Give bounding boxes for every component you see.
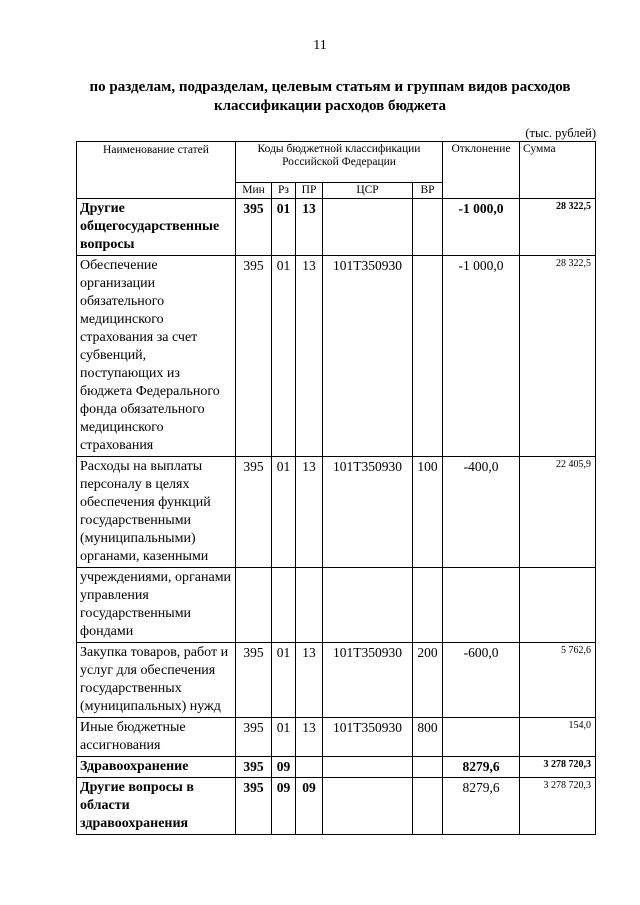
row-rz: 09: [272, 757, 296, 778]
header-min: Мин: [236, 183, 272, 199]
header-csr: ЦСР: [323, 183, 413, 199]
table-row: [77, 199, 596, 256]
row-pr: 13: [296, 457, 323, 568]
row-pr: [296, 757, 323, 778]
row-vr: [413, 199, 443, 256]
row-min: 395: [236, 457, 272, 568]
table-row: [77, 757, 596, 778]
row-deviation: 8279,6: [443, 778, 520, 835]
row-sum: 28 322,5: [520, 199, 596, 256]
row-min: 395: [236, 199, 272, 256]
row-sum: [520, 568, 596, 643]
units-label: (тыс. рублей): [525, 126, 596, 140]
row-pr: 09: [296, 778, 323, 835]
row-sum: 3 278 720,3: [520, 757, 596, 778]
header-pr: ПР: [296, 183, 323, 199]
heading-line-1: по разделам, подразделам, целевым статьям и группам видов расходов: [89, 79, 571, 95]
row-min: 395: [236, 256, 272, 457]
row-rz: 01: [272, 457, 296, 568]
row-rz: [272, 568, 296, 643]
table-row: [77, 568, 596, 643]
row-min: 395: [236, 778, 272, 835]
row-pr: 13: [296, 199, 323, 256]
row-min: 395: [236, 718, 272, 757]
header-sum: Сумма: [520, 142, 596, 199]
row-pr: 13: [296, 643, 323, 718]
row-rz: 01: [272, 199, 296, 256]
row-vr: [413, 256, 443, 457]
row-vr: 200: [413, 643, 443, 718]
row-vr: [413, 757, 443, 778]
row-pr: [296, 568, 323, 643]
row-csr: 101Т350930: [323, 256, 413, 457]
table-row: [77, 256, 596, 457]
row-name: Здравоохранение: [77, 757, 236, 778]
document-heading: [60, 78, 600, 116]
budget-table: [76, 141, 596, 835]
row-sum: 5 762,6: [520, 643, 596, 718]
row-pr: 13: [296, 718, 323, 757]
table-row: [77, 718, 596, 757]
row-rz: 01: [272, 643, 296, 718]
row-sum: 3 278 720,3: [520, 778, 596, 835]
row-csr: [323, 757, 413, 778]
table-header-row: [77, 142, 596, 183]
row-name: Другие общегосударственные вопросы: [77, 199, 236, 256]
row-deviation: [443, 718, 520, 757]
row-name: Расходы на выплаты персоналу в целях обеспечения функций государственными (муниципальными) органами, казенными: [77, 457, 236, 568]
header-codes: Коды бюджетной классификации Российской Федерации: [236, 142, 443, 183]
row-vr: 800: [413, 718, 443, 757]
row-name: Иные бюджетные ассигнования: [77, 718, 236, 757]
row-pr: 13: [296, 256, 323, 457]
row-deviation: -1 000,0: [443, 199, 520, 256]
row-vr: [413, 778, 443, 835]
row-csr: 101Т350930: [323, 457, 413, 568]
table-row: [77, 457, 596, 568]
row-csr: 101Т350930: [323, 643, 413, 718]
row-vr: 100: [413, 457, 443, 568]
row-csr: [323, 778, 413, 835]
table-row: [77, 643, 596, 718]
row-deviation: [443, 568, 520, 643]
row-deviation: 8279,6: [443, 757, 520, 778]
row-rz: 01: [272, 718, 296, 757]
row-sum: 28 322,5: [520, 256, 596, 457]
header-vr: ВР: [413, 183, 443, 199]
row-sum: 154,0: [520, 718, 596, 757]
table-row: [77, 778, 596, 835]
row-rz: 09: [272, 778, 296, 835]
row-vr: [413, 568, 443, 643]
page-number: 11: [313, 38, 327, 53]
row-name: Обеспечение организации обязательного медицинского страхования за счет субвенций, поступающих из бюджета Федерального фонда обязательного медицинского страхования: [77, 256, 236, 457]
row-name: учреждениями, органами управления государственными фондами: [77, 568, 236, 643]
row-name: Другие вопросы в области здравоохранения: [77, 778, 236, 835]
row-csr: [323, 568, 413, 643]
heading-line-2: классификации расходов бюджета: [213, 98, 447, 114]
row-sum: 22 405,9: [520, 457, 596, 568]
row-name: Закупка товаров, работ и услуг для обеспечения государственных (муниципальных) нужд: [77, 643, 236, 718]
row-min: 395: [236, 757, 272, 778]
row-csr: [323, 199, 413, 256]
row-csr: 101Т350930: [323, 718, 413, 757]
header-rz: Рз: [272, 183, 296, 199]
row-min: [236, 568, 272, 643]
row-deviation: -400,0: [443, 457, 520, 568]
row-deviation: -1 000,0: [443, 256, 520, 457]
header-name: Наименование статей: [77, 142, 236, 199]
row-min: 395: [236, 643, 272, 718]
header-deviation: Отклонение: [443, 142, 520, 199]
row-rz: 01: [272, 256, 296, 457]
row-deviation: -600,0: [443, 643, 520, 718]
